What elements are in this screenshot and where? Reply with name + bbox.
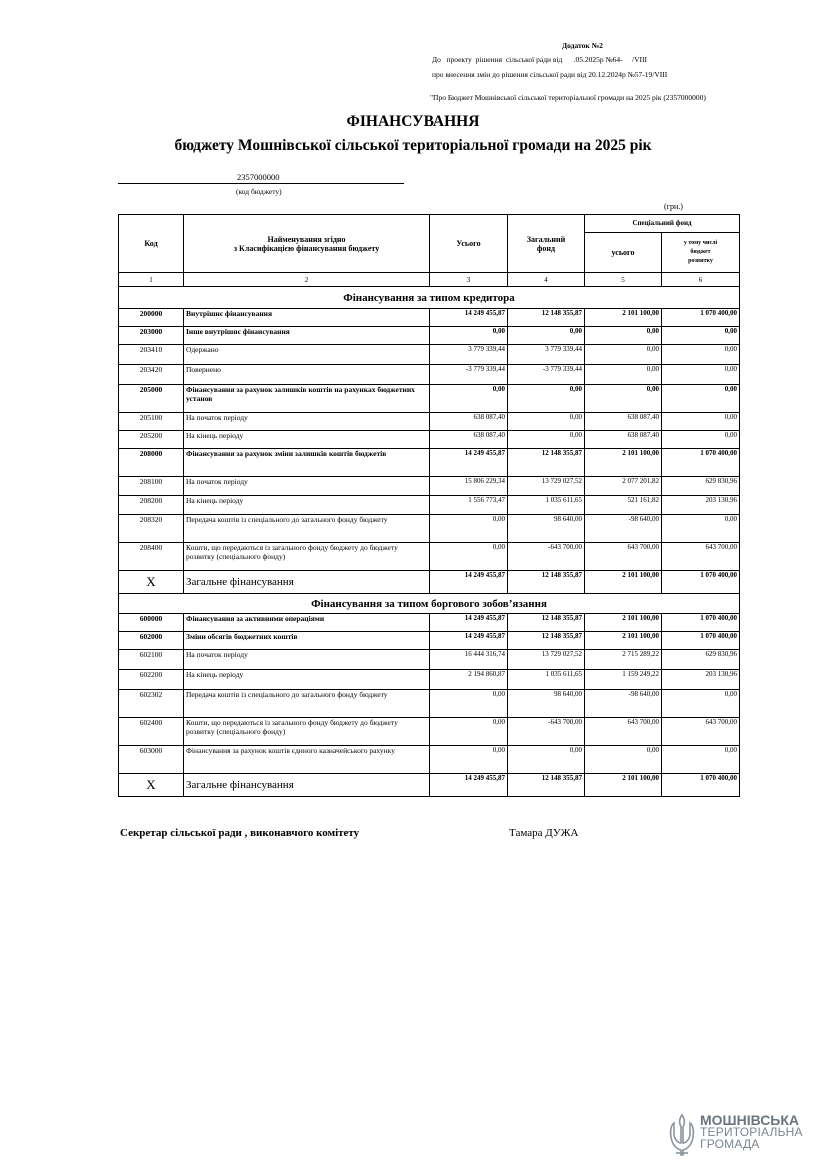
row-total: 638 087,40 bbox=[430, 413, 508, 431]
row-name: Інше внутрішнє фінансування bbox=[184, 327, 430, 345]
row-code: 203000 bbox=[119, 327, 184, 345]
row-special: 0,00 bbox=[585, 746, 662, 774]
row-dev: 0,00 bbox=[662, 365, 740, 385]
row-dev: 643 700,00 bbox=[662, 543, 740, 571]
table-row bbox=[119, 477, 740, 496]
table-row bbox=[119, 650, 740, 670]
row-dev: 203 130,96 bbox=[662, 496, 740, 515]
table-row bbox=[119, 309, 740, 327]
row-code: 602200 bbox=[119, 670, 184, 690]
row-total: 3 779 339,44 bbox=[430, 345, 508, 365]
logo-line-2: ТЕРИТОРІАЛЬНА bbox=[700, 1125, 803, 1139]
row-code: 200000 bbox=[119, 309, 184, 327]
row-general: 0,00 bbox=[508, 413, 585, 431]
table-row bbox=[119, 543, 740, 571]
header-code: Код bbox=[119, 215, 184, 273]
row-code: 208200 bbox=[119, 496, 184, 515]
column-number: 4 bbox=[508, 273, 585, 287]
table-row bbox=[119, 345, 740, 365]
row-special: 521 161,82 bbox=[585, 496, 662, 515]
budget-code-caption: (код бюджету) bbox=[236, 187, 282, 196]
row-total: 14 249 455,87 bbox=[430, 571, 508, 594]
budget-code: 2357000000 bbox=[237, 172, 280, 182]
row-name: Фінансування за рахунок залишків коштів на рахунках бюджетних установ bbox=[184, 385, 430, 413]
logo-text bbox=[700, 1114, 803, 1150]
row-total: 15 806 229,34 bbox=[430, 477, 508, 496]
row-dev: 1 070 400,00 bbox=[662, 774, 740, 797]
budget-code-underline bbox=[118, 183, 404, 184]
table-row bbox=[119, 385, 740, 413]
row-name: Фінансування за активними операціями bbox=[184, 614, 430, 632]
row-general: 12 148 355,87 bbox=[508, 774, 585, 797]
row-special: 2 715 289,22 bbox=[585, 650, 662, 670]
row-name: На початок періоду bbox=[184, 650, 430, 670]
table-row bbox=[119, 614, 740, 632]
appendix-title: Додаток №2 bbox=[562, 41, 603, 50]
row-general: 98 640,00 bbox=[508, 515, 585, 543]
row-total: 14 249 455,87 bbox=[430, 774, 508, 797]
row-name: Кошти, що передаються із загального фонду бюджету до бюджету розвитку (спеціального фонду) bbox=[184, 543, 430, 571]
table-row bbox=[119, 670, 740, 690]
row-special: -98 640,00 bbox=[585, 690, 662, 718]
row-general: 12 148 355,87 bbox=[508, 632, 585, 650]
row-name: Передача коштів із спеціального до загального фонду бюджету bbox=[184, 690, 430, 718]
table-row bbox=[119, 431, 740, 449]
row-code: 208100 bbox=[119, 477, 184, 496]
header-special-total: усього bbox=[585, 233, 662, 273]
row-dev: 0,00 bbox=[662, 413, 740, 431]
row-dev: 1 070 400,00 bbox=[662, 632, 740, 650]
header-special-dev-line1: у тому числі bbox=[683, 240, 718, 246]
row-special: 2 101 100,00 bbox=[585, 614, 662, 632]
row-special: 0,00 bbox=[585, 327, 662, 345]
row-dev: 1 070 400,00 bbox=[662, 614, 740, 632]
row-code: 602100 bbox=[119, 650, 184, 670]
row-total: -3 779 339,44 bbox=[430, 365, 508, 385]
column-number: 5 bbox=[585, 273, 662, 287]
table-row bbox=[119, 365, 740, 385]
header-special-dev-line2: бюджет bbox=[690, 249, 711, 255]
row-general: 3 779 339,44 bbox=[508, 345, 585, 365]
row-dev: 1 070 400,00 bbox=[662, 449, 740, 477]
column-number: 1 bbox=[119, 273, 184, 287]
row-special: 0,00 bbox=[585, 365, 662, 385]
logo-line-3: ГРОМАДА bbox=[700, 1137, 760, 1151]
row-name: На кінець періоду bbox=[184, 496, 430, 515]
row-code: 205200 bbox=[119, 431, 184, 449]
row-dev: 643 700,00 bbox=[662, 718, 740, 746]
row-general: 0,00 bbox=[508, 327, 585, 345]
column-number: 3 bbox=[430, 273, 508, 287]
table-row bbox=[119, 449, 740, 477]
row-name: На кінець періоду bbox=[184, 670, 430, 690]
table-row bbox=[119, 515, 740, 543]
row-special: 2 077 201,82 bbox=[585, 477, 662, 496]
row-code: 603000 bbox=[119, 746, 184, 774]
row-special: -98 640,00 bbox=[585, 515, 662, 543]
row-general: 13 729 027,52 bbox=[508, 650, 585, 670]
section-title-creditor: Фінансування за типом кредитора bbox=[119, 287, 740, 309]
column-numbers-row bbox=[119, 273, 740, 287]
row-general: 13 729 027,52 bbox=[508, 477, 585, 496]
header-special-dev-line3: розвитку bbox=[688, 258, 713, 264]
row-total: 638 087,40 bbox=[430, 431, 508, 449]
row-name: На початок періоду bbox=[184, 477, 430, 496]
row-code: 602000 bbox=[119, 632, 184, 650]
row-general: 12 148 355,87 bbox=[508, 614, 585, 632]
row-total: 14 249 455,87 bbox=[430, 632, 508, 650]
table-row bbox=[119, 718, 740, 746]
row-total: 0,00 bbox=[430, 746, 508, 774]
row-total: 0,00 bbox=[430, 327, 508, 345]
header-general-line1: Загальний bbox=[526, 234, 566, 244]
row-special: 1 159 249,22 bbox=[585, 670, 662, 690]
row-dev: 629 830,96 bbox=[662, 477, 740, 496]
row-name: Передача коштів із спеціального до загального фонду бюджету bbox=[184, 515, 430, 543]
row-code: 205100 bbox=[119, 413, 184, 431]
column-number: 6 bbox=[662, 273, 740, 287]
total-row-debt bbox=[119, 774, 740, 797]
row-total: 16 444 316,74 bbox=[430, 650, 508, 670]
header-general bbox=[508, 215, 585, 273]
row-code: 203410 bbox=[119, 345, 184, 365]
row-special: 2 101 100,00 bbox=[585, 632, 662, 650]
row-dev: 1 070 400,00 bbox=[662, 571, 740, 594]
row-name: Одержано bbox=[184, 345, 430, 365]
row-total: 0,00 bbox=[430, 385, 508, 413]
row-dev: 0,00 bbox=[662, 746, 740, 774]
trident-logo-icon bbox=[668, 1113, 696, 1164]
signature-name: Тамара ДУЖА bbox=[509, 827, 579, 839]
header-special: Спеціальний фонд bbox=[585, 215, 740, 233]
row-total: 14 249 455,87 bbox=[430, 449, 508, 477]
row-total: 0,00 bbox=[430, 718, 508, 746]
row-special: 643 700,00 bbox=[585, 543, 662, 571]
row-total: 0,00 bbox=[430, 515, 508, 543]
appendix-line-2: про внесення змін до рішення сільської ради від 20.12.2024р №57-19/VIII bbox=[432, 70, 668, 79]
header-name bbox=[184, 215, 430, 273]
row-code: 205000 bbox=[119, 385, 184, 413]
row-code: 600000 bbox=[119, 614, 184, 632]
row-general: 98 640,00 bbox=[508, 690, 585, 718]
row-total: 0,00 bbox=[430, 543, 508, 571]
row-name: Кошти, що передаються із загального фонду бюджету до бюджету розвитку (спеціального фонду) bbox=[184, 718, 430, 746]
row-special: 638 087,40 bbox=[585, 413, 662, 431]
row-special: 2 101 100,00 bbox=[585, 449, 662, 477]
financing-table bbox=[118, 214, 740, 797]
row-special: 0,00 bbox=[585, 385, 662, 413]
row-general: 12 148 355,87 bbox=[508, 449, 585, 477]
row-name: На початок періоду bbox=[184, 413, 430, 431]
appendix-line-1: До проекту рішення сільської ради від .05.2025р №64- /VIII bbox=[432, 55, 647, 64]
header-total: Усього bbox=[430, 215, 508, 273]
row-general: 1 035 611,65 bbox=[508, 670, 585, 690]
logo-line-1: МОШНІВСЬКА bbox=[700, 1112, 800, 1128]
row-dev: 203 130,96 bbox=[662, 670, 740, 690]
table-row bbox=[119, 496, 740, 515]
row-name: Фінансування за рахунок зміни залишків коштів бюджетів bbox=[184, 449, 430, 477]
row-code: 208400 bbox=[119, 543, 184, 571]
row-code: 208000 bbox=[119, 449, 184, 477]
row-name: На кінець періоду bbox=[184, 431, 430, 449]
column-number: 2 bbox=[184, 273, 430, 287]
row-special: 643 700,00 bbox=[585, 718, 662, 746]
row-special: 2 101 100,00 bbox=[585, 571, 662, 594]
row-name: Повернено bbox=[184, 365, 430, 385]
row-total: 0,00 bbox=[430, 690, 508, 718]
page-subtitle: бюджету Мошнівської сільської територіальної громади на 2025 рік bbox=[174, 137, 652, 154]
row-code: 203420 bbox=[119, 365, 184, 385]
section-row-debt bbox=[119, 594, 740, 614]
row-name: Зміни обсягів бюджетних коштів bbox=[184, 632, 430, 650]
row-name: Загальне фінансування bbox=[184, 571, 430, 594]
row-dev: 0,00 bbox=[662, 327, 740, 345]
row-total: 14 249 455,87 bbox=[430, 614, 508, 632]
row-total: 1 556 773,47 bbox=[430, 496, 508, 515]
row-name: Внутрішнє фінансування bbox=[184, 309, 430, 327]
row-code: X bbox=[119, 571, 184, 594]
row-general: 1 035 611,65 bbox=[508, 496, 585, 515]
row-code: 602302 bbox=[119, 690, 184, 718]
page-title: ФІНАНСУВАННЯ bbox=[346, 113, 480, 130]
header-name-line2: з Класифікацією фінансування бюджету bbox=[233, 243, 380, 253]
row-name: Загальне фінансування bbox=[184, 774, 430, 797]
row-dev: 629 830,96 bbox=[662, 650, 740, 670]
row-special: 638 087,40 bbox=[585, 431, 662, 449]
row-general: -643 700,00 bbox=[508, 543, 585, 571]
header-name-line1: Найменування згідно bbox=[267, 234, 346, 244]
row-special: 2 101 100,00 bbox=[585, 774, 662, 797]
row-code: 602400 bbox=[119, 718, 184, 746]
row-dev: 0,00 bbox=[662, 345, 740, 365]
row-general: -643 700,00 bbox=[508, 718, 585, 746]
section-title-debt: Фінансування за типом боргового зобов’язання bbox=[119, 594, 740, 614]
table-row bbox=[119, 632, 740, 650]
row-dev: 0,00 bbox=[662, 690, 740, 718]
row-general: 12 148 355,87 bbox=[508, 571, 585, 594]
row-special: 2 101 100,00 bbox=[585, 309, 662, 327]
row-dev: 0,00 bbox=[662, 431, 740, 449]
appendix-line-3: "Про Бюджет Мошнівської сільської територіальної громади на 2025 рік (2357000000) bbox=[430, 93, 706, 102]
header-general-line2: фонд bbox=[536, 243, 556, 253]
row-name: Фінансування за рахунок коштів єдиного казначейського рахунку bbox=[184, 746, 430, 774]
row-dev: 1 070 400,00 bbox=[662, 309, 740, 327]
table-row bbox=[119, 327, 740, 345]
row-special: 0,00 bbox=[585, 345, 662, 365]
units-label: (грн.) bbox=[664, 202, 683, 211]
row-dev: 0,00 bbox=[662, 385, 740, 413]
row-general: 0,00 bbox=[508, 431, 585, 449]
table-row bbox=[119, 746, 740, 774]
table-row bbox=[119, 413, 740, 431]
row-general: 0,00 bbox=[508, 746, 585, 774]
table-row bbox=[119, 690, 740, 718]
header-special-dev bbox=[662, 233, 740, 273]
row-code: 208320 bbox=[119, 515, 184, 543]
section-row-creditor bbox=[119, 287, 740, 309]
row-general: -3 779 339,44 bbox=[508, 365, 585, 385]
signature-position: Секретар сільської ради , виконавчого комітету bbox=[120, 827, 360, 839]
row-total: 14 249 455,87 bbox=[430, 309, 508, 327]
total-row-creditor bbox=[119, 571, 740, 594]
row-dev: 0,00 bbox=[662, 515, 740, 543]
row-code: X bbox=[119, 774, 184, 797]
row-total: 2 194 860,87 bbox=[430, 670, 508, 690]
row-general: 0,00 bbox=[508, 385, 585, 413]
row-general: 12 148 355,87 bbox=[508, 309, 585, 327]
